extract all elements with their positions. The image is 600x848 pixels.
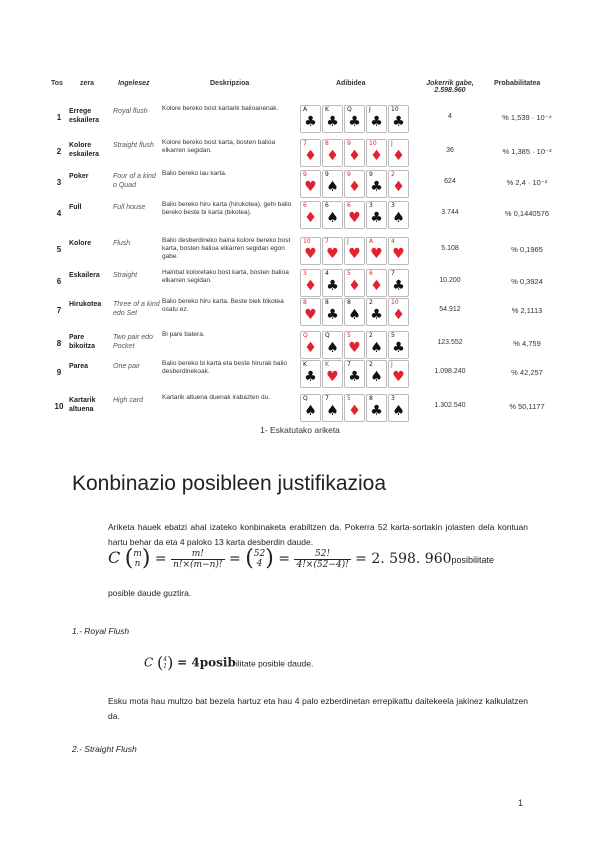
card-rank: 9 (347, 171, 351, 178)
section1-text: Esku mota hau multzo bat bezela hartuz eta hau 4 palo ezberdinetan errepikattu daitekeela jakinez kalkulatzen da. (108, 696, 528, 721)
card-rank: 3 (303, 270, 307, 277)
card-rank: 2 (369, 361, 373, 368)
row-probability: % 42,257 (511, 368, 543, 377)
playing-card (344, 170, 365, 198)
row-description: Kolore bereko bost karta, bosten balioa elkarren segidan. (162, 139, 276, 154)
card-suit-icon: ♠ (370, 340, 383, 356)
card-rank: 4 (325, 270, 329, 277)
card-hand (300, 105, 412, 133)
intro-paragraph: Ariketa hauek ebatzi ahal izateko konbinaketa erabiltzen da. Pokerra 52 karta-sortakin jolasten dela kontuan hartu behar da eta 4 paloko 13 karta desberdin daude. (108, 522, 528, 547)
card-suit-icon: ♦ (348, 179, 361, 195)
formula-c: C (108, 548, 121, 567)
card-suit-icon: ♥ (392, 369, 405, 385)
playing-card (300, 139, 321, 167)
card-suit-icon: ♣ (326, 114, 339, 130)
header-num: Tos (51, 80, 63, 87)
row-probability: % 2,1113 (511, 306, 543, 315)
row-jokers: 54.912 (439, 306, 461, 313)
playing-card (322, 170, 343, 198)
row-english: Royal flush (113, 108, 148, 115)
card-suit-icon: ♣ (392, 114, 405, 130)
row-probability: % 50,1177 (509, 402, 545, 411)
card-rank: K (325, 361, 329, 368)
playing-card (388, 201, 409, 229)
table-row (0, 392, 600, 426)
table-caption: 1- Eskatutako ariketa (260, 425, 340, 435)
card-suit-icon: ♦ (304, 210, 317, 226)
row-english: Straight flush (113, 142, 154, 149)
row-description: Balio bereko hiru karta. Beste biek bikotea osatu ez. (162, 298, 284, 313)
playing-card (388, 269, 409, 297)
section2-title: 2.- Straight Flush (72, 744, 137, 754)
row-name: Errege eskailera (69, 108, 99, 124)
card-suit-icon: ♥ (370, 246, 383, 262)
card-rank: 7 (347, 361, 351, 368)
row-number: 6 (56, 277, 62, 286)
card-hand (300, 394, 412, 422)
playing-card (388, 105, 409, 133)
card-rank: 6 (369, 270, 373, 277)
row-name: Kolore eskailera (69, 142, 99, 158)
card-rank: 8 (303, 299, 307, 306)
row-name: Pare bikoitza (69, 334, 96, 350)
playing-card (388, 298, 409, 326)
playing-card (322, 105, 343, 133)
royal-flush-formula: C ( 4 1 ) = 4posibilitate posible daude. (144, 653, 314, 672)
row-number: 10 (54, 402, 64, 411)
card-hand (300, 170, 412, 198)
row-jokers: 123.552 (437, 339, 463, 346)
playing-card (366, 105, 387, 133)
row-english: High card (113, 397, 143, 404)
playing-card (344, 360, 365, 388)
card-suit-icon: ♣ (348, 114, 361, 130)
card-rank: 3 (391, 202, 395, 209)
card-rank: 5 (347, 395, 351, 402)
table-row (0, 296, 600, 330)
card-rank: 7 (303, 140, 307, 147)
row-probability: % 4,759 (513, 339, 541, 348)
card-suit-icon: ♠ (348, 307, 361, 323)
row-english: Flush (113, 240, 131, 247)
formula-result: = 2. 598. 960 (355, 551, 452, 567)
card-rank: K (325, 106, 329, 113)
card-suit-icon: ♣ (392, 278, 405, 294)
card-suit-icon: ♥ (304, 179, 317, 195)
card-rank: 8 (325, 299, 329, 306)
card-suit-icon: ♦ (392, 307, 405, 323)
playing-card (388, 237, 409, 265)
row-number: 1 (56, 113, 62, 122)
card-rank: 6 (303, 202, 307, 209)
formula-n: n (134, 559, 141, 569)
playing-card (366, 139, 387, 167)
playing-card (322, 139, 343, 167)
card-rank: 5 (347, 332, 351, 339)
card-rank: J (347, 238, 349, 245)
row-number: 9 (56, 368, 62, 377)
formula-tail: posible daude guztira. (108, 588, 192, 598)
card-rank: 9 (303, 171, 307, 178)
playing-card (366, 170, 387, 198)
card-rank: 9 (347, 140, 351, 147)
row-description: Kartarik altuena duenak irabazten du. (162, 394, 271, 401)
combination-formula: C ( m n ) = $\frac{m!}{n!\times(m-n)!}$ = ( 52 4 ) = $\frac{52!}{4!\times(52-4)!}$ = 2. 598. 960posibilitate (108, 546, 495, 571)
row-description: Balio desberdineko baina kolore bereko bost karta, bosten balioa elkarren segidan egon gabe. (162, 237, 291, 260)
row-english: Four of a kind o Quad (113, 173, 156, 189)
card-rank: 8 (347, 299, 351, 306)
card-suit-icon: ♥ (348, 340, 361, 356)
row-probability: % 1,539 · 10⁻⁴ (502, 113, 552, 122)
card-rank: 10 (391, 106, 399, 113)
playing-card (366, 394, 387, 422)
table-row (0, 199, 600, 233)
playing-card (344, 201, 365, 229)
row-description: Balio bereko bi karta eta beste hirurak balio desberdinekoak. (162, 360, 288, 375)
table-row (0, 168, 600, 202)
playing-card (322, 331, 343, 359)
playing-card (388, 170, 409, 198)
card-hand (300, 269, 412, 297)
card-rank: 3 (369, 202, 373, 209)
formula-m: m (133, 549, 142, 559)
card-suit-icon: ♥ (304, 246, 317, 262)
card-suit-icon: ♦ (348, 403, 361, 419)
playing-card (366, 331, 387, 359)
card-suit-icon: ♠ (392, 403, 405, 419)
playing-card (322, 269, 343, 297)
card-hand (300, 360, 412, 388)
card-suit-icon: ♦ (304, 340, 317, 356)
playing-card (366, 201, 387, 229)
card-suit-icon: ♠ (326, 403, 339, 419)
card-hand (300, 331, 412, 359)
row-number: 2 (56, 147, 62, 156)
playing-card (300, 170, 321, 198)
card-rank: 6 (347, 202, 351, 209)
row-number: 7 (56, 306, 62, 315)
row-jokers: 36 (446, 147, 454, 154)
row-english: Straight (113, 272, 138, 279)
header-name: zera (80, 80, 95, 87)
row-name: Hirukotea (69, 301, 102, 308)
playing-card (300, 105, 321, 133)
card-rank: 5 (347, 270, 351, 277)
card-suit-icon: ♦ (392, 148, 405, 164)
row-jokers: 1.098.240 (434, 368, 466, 375)
row-name: Full (69, 204, 82, 211)
card-rank: 2 (391, 171, 395, 178)
playing-card (344, 298, 365, 326)
card-rank: 9 (369, 171, 373, 178)
row-description: Balio bereko hiru karta (hirukotea), gehi balio bereko beste bi karta (bikotea). (162, 201, 292, 216)
card-suit-icon: ♥ (304, 307, 317, 323)
playing-card (322, 360, 343, 388)
playing-card (388, 331, 409, 359)
playing-card (366, 269, 387, 297)
card-suit-icon: ♣ (326, 307, 339, 323)
card-rank: 6 (325, 202, 329, 209)
card-suit-icon: ♠ (326, 210, 339, 226)
playing-card (388, 360, 409, 388)
playing-card (344, 394, 365, 422)
card-suit-icon: ♣ (370, 114, 383, 130)
card-suit-icon: ♦ (370, 148, 383, 164)
row-probability: % 0,1965 (511, 245, 543, 254)
card-rank: J (391, 361, 393, 368)
playing-card (300, 298, 321, 326)
row-description: Bi pare batera. (162, 331, 205, 338)
row-description: Hainbat koloretako bost karta, bosten balioa elkarren segidan. (162, 269, 289, 284)
row-name: Kartarik altuena (69, 397, 96, 413)
card-hand (300, 237, 412, 265)
playing-card (300, 201, 321, 229)
table-row (0, 137, 600, 171)
card-rank: Q (325, 332, 330, 339)
section1-title: 1.- Royal Flush (72, 626, 130, 636)
section-heading: Konbinazio posibleen justifikazioa (72, 472, 387, 495)
card-rank: 5 (391, 332, 395, 339)
card-suit-icon: ♠ (326, 179, 339, 195)
row-probability: % 0,1440576 (504, 209, 550, 218)
row-probability: % 2,4 · 10⁻² (506, 178, 548, 187)
card-rank: 10 (303, 238, 311, 245)
header-example: Adibidea (336, 80, 366, 87)
playing-card (322, 201, 343, 229)
card-rank: 8 (325, 140, 329, 147)
playing-card (366, 237, 387, 265)
row-name: Poker (69, 173, 89, 180)
playing-card (388, 394, 409, 422)
playing-card (366, 298, 387, 326)
playing-card (388, 139, 409, 167)
card-hand (300, 201, 412, 229)
row-english: One pair (113, 363, 140, 370)
row-english: Full house (113, 204, 146, 211)
card-rank: 9 (325, 171, 329, 178)
card-rank: 8 (369, 395, 373, 402)
row-english: Three of a kind edo Set (113, 301, 160, 317)
playing-card (344, 269, 365, 297)
card-suit-icon: ♣ (370, 179, 383, 195)
card-rank: A (369, 238, 374, 245)
card-suit-icon: ♣ (304, 114, 317, 130)
card-rank: 7 (325, 395, 329, 402)
row-jokers: 3.744 (441, 209, 459, 216)
playing-card (300, 360, 321, 388)
playing-card (300, 331, 321, 359)
header-english: Ingelesez (118, 80, 150, 87)
card-rank: 4 (391, 238, 395, 245)
playing-card (322, 298, 343, 326)
playing-card (344, 237, 365, 265)
card-rank: Q (303, 332, 308, 339)
formula-result-suffix: posibilitate (451, 555, 495, 565)
playing-card (366, 360, 387, 388)
card-suit-icon: ♥ (348, 246, 361, 262)
card-suit-icon: ♣ (370, 403, 383, 419)
formula-frac1: $\frac{m!}{n!\times(m-n)!}$ (173, 548, 223, 570)
table-row (0, 235, 600, 269)
row-name: Kolore (69, 240, 92, 247)
table-row (0, 103, 600, 137)
card-suit-icon: ♥ (326, 369, 339, 385)
card-suit-icon: ♣ (348, 369, 361, 385)
card-rank: J (391, 140, 393, 147)
playing-card (300, 394, 321, 422)
row-jokers: 4 (448, 113, 452, 120)
card-rank: 7 (391, 270, 395, 277)
table-row (0, 358, 600, 392)
row-jokers: 624 (444, 178, 456, 185)
formula-frac2: $\frac{52!}{4!\times(52-4)!}$ (296, 548, 349, 570)
row-number: 8 (56, 339, 62, 348)
card-suit-icon: ♦ (326, 148, 339, 164)
card-suit-icon: ♠ (370, 369, 383, 385)
header-probability: Probabilitatea (494, 80, 541, 87)
card-rank: 2 (369, 299, 373, 306)
card-suit-icon: ♥ (326, 246, 339, 262)
card-rank: 10 (369, 140, 377, 147)
card-suit-icon: ♥ (392, 246, 405, 262)
card-rank: Q (303, 395, 308, 402)
row-jokers: 10.200 (439, 277, 461, 284)
card-rank: A (303, 106, 308, 113)
card-rank: J (369, 106, 371, 113)
header-jokers: Jokerrik gabe, 2.598.960 (426, 80, 474, 94)
row-english: Two pair edo Pocket (113, 334, 153, 350)
row-jokers: 1.302.540 (434, 402, 466, 409)
playing-card (344, 105, 365, 133)
row-number: 4 (56, 209, 62, 218)
row-probability: % 0,3924 (511, 277, 543, 286)
card-suit-icon: ♣ (392, 340, 405, 356)
row-name: Eskailera (69, 272, 100, 279)
card-suit-icon: ♦ (370, 278, 383, 294)
playing-card (344, 139, 365, 167)
card-hand (300, 298, 412, 326)
card-rank: 3 (391, 395, 395, 402)
card-hand (300, 139, 412, 167)
playing-card (344, 331, 365, 359)
row-number: 5 (56, 245, 62, 254)
card-suit-icon: ♣ (326, 278, 339, 294)
row-number: 3 (56, 178, 62, 187)
card-rank: 10 (391, 299, 399, 306)
card-suit-icon: ♠ (326, 340, 339, 356)
playing-card (300, 237, 321, 265)
card-rank: 7 (325, 238, 329, 245)
table-header (0, 80, 600, 102)
card-rank: 2 (369, 332, 373, 339)
card-suit-icon: ♠ (392, 210, 405, 226)
row-name: Parea (69, 363, 89, 370)
header-description: Deskripzioa (210, 80, 250, 87)
row-probability: % 1,385 · 10⁻³ (502, 147, 552, 156)
card-suit-icon: ♣ (370, 307, 383, 323)
card-suit-icon: ♦ (304, 278, 317, 294)
row-description: Balio bereko lau karta. (162, 170, 227, 177)
row-jokers: 5.108 (441, 245, 459, 252)
card-suit-icon: ♥ (348, 210, 361, 226)
card-suit-icon: ♦ (304, 148, 317, 164)
card-rank: K (303, 361, 307, 368)
card-suit-icon: ♣ (304, 369, 317, 385)
row-description: Kolore bereko bost kartarik balioanenak. (162, 105, 279, 112)
card-suit-icon: ♦ (392, 179, 405, 195)
card-suit-icon: ♦ (348, 278, 361, 294)
card-suit-icon: ♦ (348, 148, 361, 164)
card-suit-icon: ♠ (304, 403, 317, 419)
playing-card (322, 237, 343, 265)
card-rank: Q (347, 106, 352, 113)
card-suit-icon: ♣ (370, 210, 383, 226)
playing-card (300, 269, 321, 297)
playing-card (322, 394, 343, 422)
page-number: 1 (518, 798, 524, 808)
